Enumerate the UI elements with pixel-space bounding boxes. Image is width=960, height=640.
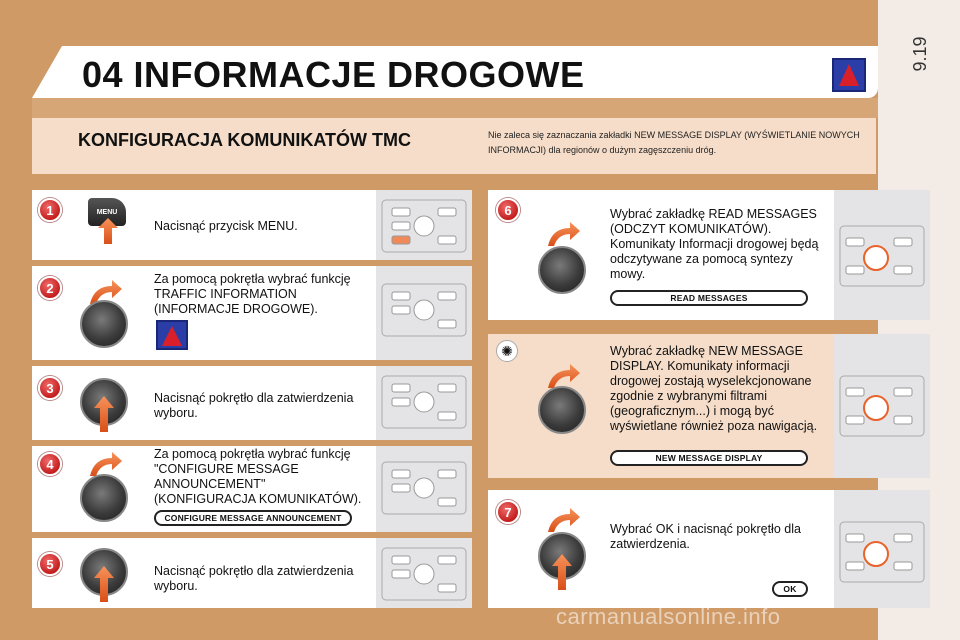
menu-button-icon: MENU [88,198,126,226]
press-arrow-icon [552,554,572,590]
rotary-knob-icon [80,300,128,348]
new-message-display-tag[interactable]: NEW MESSAGE DISPLAY [610,450,808,466]
step-number-badge: 7 [496,500,520,524]
rotate-arrow-icon [546,222,580,248]
step-number-badge: 1 [38,198,62,222]
decorative-band [32,98,878,118]
step-number-badge: 2 [38,276,62,300]
step-3-text: Nacisnąć pokrętło dla zatwierdzenia wyboru. [154,391,354,420]
press-arrow-icon [94,566,114,602]
step-number-badge: 6 [496,198,520,222]
radio-faceplate-illustration [378,458,470,518]
read-messages-tag[interactable]: READ MESSAGES [610,290,808,306]
radio-faceplate-illustration [378,544,470,604]
rotate-arrow-icon [546,508,580,534]
step-2-text: Za pomocą pokrętła wybrać funkcję TRAFFIC INFORMATION (INFORMACJE DROGOWE). [154,272,351,316]
radio-faceplate-illustration [836,222,928,292]
section-title: KONFIGURACJA KOMUNIKATÓW TMC [78,130,411,150]
traffic-warning-icon [832,58,866,92]
tip-lamp-icon: ✺ [496,340,518,362]
step-number-badge: 4 [38,452,62,476]
page-number: 9.19 [909,36,930,72]
radio-faceplate-illustration [378,372,470,432]
page-title: 04 INFORMACJE DROGOWE [82,54,585,95]
step-7-text: Wybrać OK i nacisnąć pokrętło dla zatwierdzenia. [610,522,801,551]
step-5-text: Nacisnąć pokrętło dla zatwierdzenia wyboru. [154,564,354,593]
ok-tag[interactable]: OK [772,581,808,597]
traffic-info-icon [156,320,188,350]
press-arrow-icon [98,218,118,244]
step-4-text: Za pomocą pokrętła wybrać funkcję "CONFIGURE MESSAGE ANNOUNCEMENT" (KONFIGURACJA KOMUNIKATÓW). [154,447,362,506]
step-number-badge: 3 [38,376,62,400]
section-note: Nie zaleca się zaznaczania zakładki NEW MESSAGE DISPLAY (WYŚWIETLANIE NOWYCH INFORMACJI) dla regionów o dużym zagęszczeniu dróg. [488,130,860,155]
rotary-knob-icon [538,246,586,294]
step-1-text: Nacisnąć przycisk MENU. [154,219,298,233]
press-arrow-icon [94,396,114,432]
step-6-text: Wybrać zakładkę READ MESSAGES (ODCZYT KOMUNIKATÓW). Komunikaty Informacji drogowej będą odczytywane za pomocą syntezy mowy. [610,207,819,281]
rotary-knob-icon [80,474,128,522]
radio-faceplate-illustration [836,518,928,588]
new-message-text: Wybrać zakładkę NEW MESSAGE DISPLAY. Komunikaty informacji drogowej zostają wyselekcjonowane zgodnie z wybranymi filtrami (geograficznym...) i mogą być wyświetlane również poza nawigacją. [610,344,818,433]
radio-faceplate-illustration [836,372,928,442]
watermark: carmanualsonline.info [556,604,781,629]
radio-faceplate-illustration [378,196,470,256]
configure-message-tag[interactable]: CONFIGURE MESSAGE ANNOUNCEMENT [154,510,352,526]
step-number-badge: 5 [38,552,62,576]
radio-faceplate-illustration [378,280,470,340]
rotary-knob-icon [538,386,586,434]
